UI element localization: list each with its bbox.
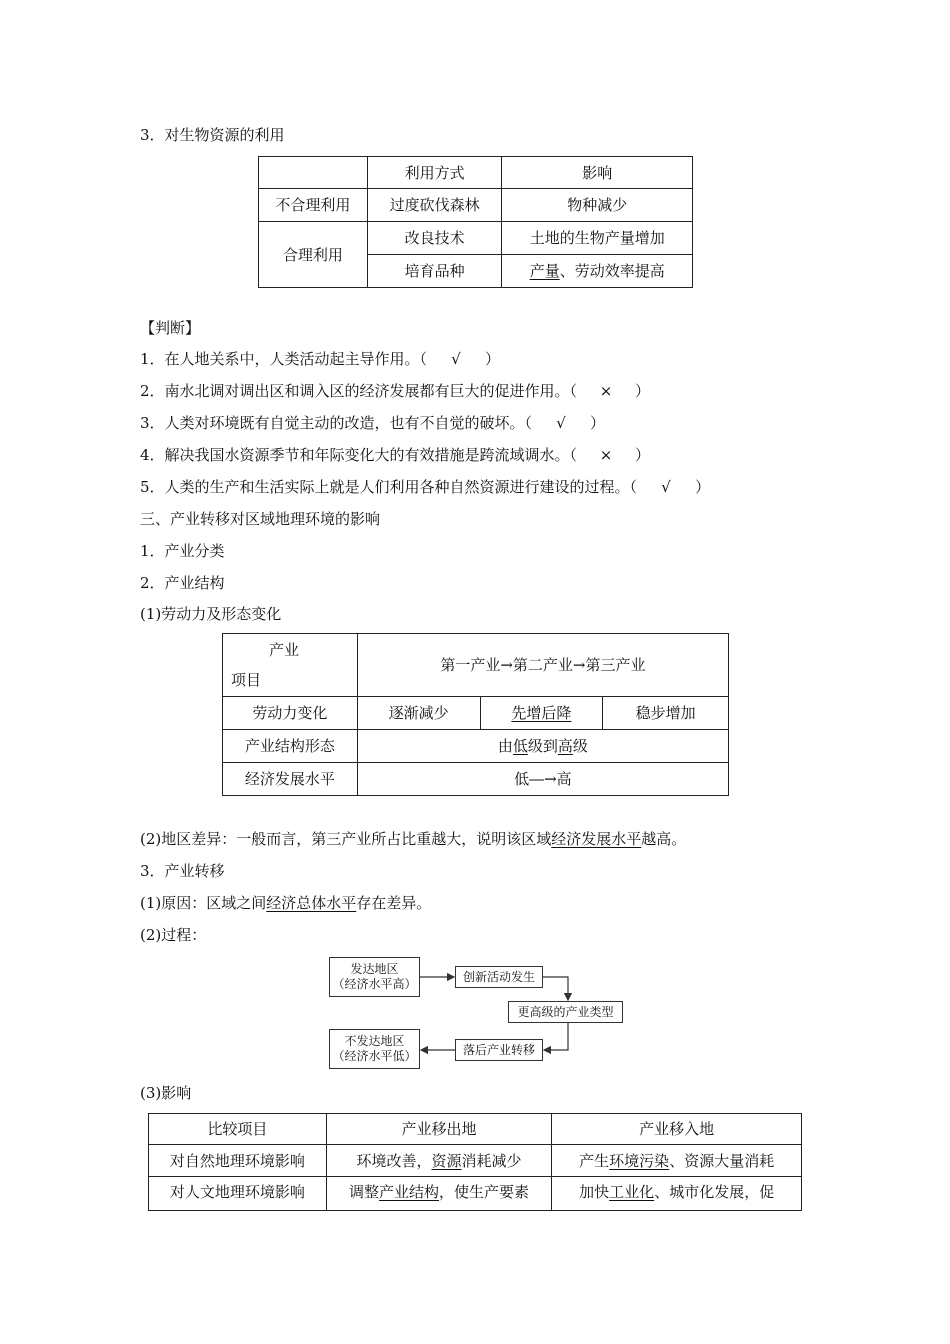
flow-box-backward-transfer: 落后产业转移 bbox=[455, 1039, 543, 1061]
row-label-labor: 劳动力变化 bbox=[223, 697, 358, 730]
cell-in-natural: 产生环境污染、资源大量消耗 bbox=[552, 1145, 802, 1177]
underlined-answer: 产量 bbox=[529, 262, 560, 280]
arrow-higher-to-transfer bbox=[544, 1023, 568, 1050]
underlined-answer: 低 bbox=[512, 737, 528, 755]
section-title-bio-resources: 3．对生物资源的利用 bbox=[140, 126, 285, 144]
flow-box-developed-region: 发达地区 （经济水平高） bbox=[329, 957, 420, 997]
row-label-natural: 对自然地理环境影响 bbox=[149, 1145, 327, 1177]
sub-impact: (3)影响 bbox=[140, 1084, 192, 1102]
sub-labor-change: (1)劳动力及形态变化 bbox=[140, 605, 282, 623]
judge-answer: × bbox=[599, 382, 613, 400]
judge-item: 2．南水北调对调出区和调入区的经济发展都有巨大的促进作用。（ × ） bbox=[140, 382, 651, 400]
judge-item: 1．在人地关系中，人类活动起主导作用。（ √ ） bbox=[140, 350, 501, 368]
judge-answer: √ bbox=[661, 478, 671, 496]
sub-reason: (1)原因：区域之间经济总体水平存在差异。 bbox=[140, 894, 432, 912]
underlined-answer: 产业结构 bbox=[379, 1183, 440, 1201]
impact-table bbox=[148, 1113, 802, 1211]
row-label-unreasonable: 不合理利用 bbox=[259, 189, 368, 222]
header-compare-item: 比较项目 bbox=[149, 1114, 327, 1145]
cell-tertiary: 稳步增加 bbox=[603, 697, 729, 730]
underlined-answer: 先增后降 bbox=[511, 704, 572, 722]
flow-box-innovation: 创新活动发生 bbox=[455, 966, 543, 988]
judge-answer: √ bbox=[451, 350, 461, 368]
flow-box-undeveloped-region: 不发达地区 （经济水平低） bbox=[329, 1029, 420, 1069]
header-transfer-in: 产业移入地 bbox=[552, 1114, 802, 1145]
sub-process: (2)过程： bbox=[140, 926, 207, 944]
header-sequence: 第一产业→第二产业→第三产业 bbox=[357, 634, 728, 697]
header-effect: 影响 bbox=[502, 157, 693, 189]
cell-primary: 逐渐减少 bbox=[357, 697, 480, 730]
underlined-answer: 高 bbox=[557, 737, 573, 755]
corner-bottom-label: 项目 bbox=[231, 671, 262, 689]
underlined-answer: 资源 bbox=[431, 1151, 462, 1170]
judge-item: 3．人类对环境既有自觉主动的改造，也有不自觉的破坏。（ √ ） bbox=[140, 414, 606, 432]
underlined-answer: 环境污染 bbox=[609, 1151, 670, 1170]
row-label-human: 对人文地理环境影响 bbox=[149, 1177, 327, 1211]
underlined-answer: 经济发展水平 bbox=[551, 830, 642, 848]
header-method: 利用方式 bbox=[367, 157, 502, 189]
cell-effect: 物种减少 bbox=[502, 189, 693, 222]
part-title: 三、产业转移对区域地理环境的影响 bbox=[140, 510, 381, 528]
item-industry-classification: 1．产业分类 bbox=[140, 542, 225, 560]
underlined-answer: 工业化 bbox=[609, 1183, 655, 1201]
header-transfer-out: 产业移出地 bbox=[326, 1114, 552, 1145]
judge-title: 【判断】 bbox=[140, 319, 201, 337]
cell-in-human: 加快工业化、城市化发展，促 bbox=[552, 1177, 802, 1211]
judge-answer: √ bbox=[556, 414, 566, 432]
cell-effect: 产量、劳动效率提高 bbox=[502, 255, 693, 288]
row-label-structure: 产业结构形态 bbox=[223, 730, 358, 763]
cell-method: 培育品种 bbox=[367, 255, 502, 288]
underlined-answer: 经济总体水平 bbox=[266, 894, 357, 912]
cell-economy: 低―→高 bbox=[357, 763, 728, 796]
row-label-reasonable: 合理利用 bbox=[259, 222, 368, 288]
row-label-economy: 经济发展水平 bbox=[223, 763, 358, 796]
cell-out-natural: 环境改善，资源消耗减少 bbox=[326, 1145, 552, 1177]
cell-method: 过度砍伐森林 bbox=[367, 189, 502, 222]
cell-structure: 由低级到高级 bbox=[357, 730, 728, 763]
cell-effect: 土地的生物产量增加 bbox=[502, 222, 693, 255]
corner-top-label: 产业 bbox=[269, 641, 300, 659]
flow-box-higher-industry: 更高级的产业类型 bbox=[508, 1001, 623, 1023]
arrow-innovation-to-higher bbox=[543, 977, 568, 1000]
item-industry-structure: 2．产业结构 bbox=[140, 574, 225, 592]
judge-item: 5．人类的生产和生活实际上就是人们利用各种自然资源进行建设的过程。（ √ ） bbox=[140, 478, 711, 496]
judge-answer: × bbox=[599, 446, 613, 464]
cell-method: 改良技术 bbox=[367, 222, 502, 255]
item-industry-transfer: 3．产业转移 bbox=[140, 862, 225, 880]
cell-out-human: 调整产业结构，使生产要素 bbox=[326, 1177, 552, 1211]
sub-regional-difference: (2)地区差异：一般而言，第三产业所占比重越大，说明该区域经济发展水平越高。 bbox=[140, 830, 687, 848]
judge-item: 4．解决我国水资源季节和年际变化大的有效措施是跨流域调水。（ × ） bbox=[140, 446, 651, 464]
